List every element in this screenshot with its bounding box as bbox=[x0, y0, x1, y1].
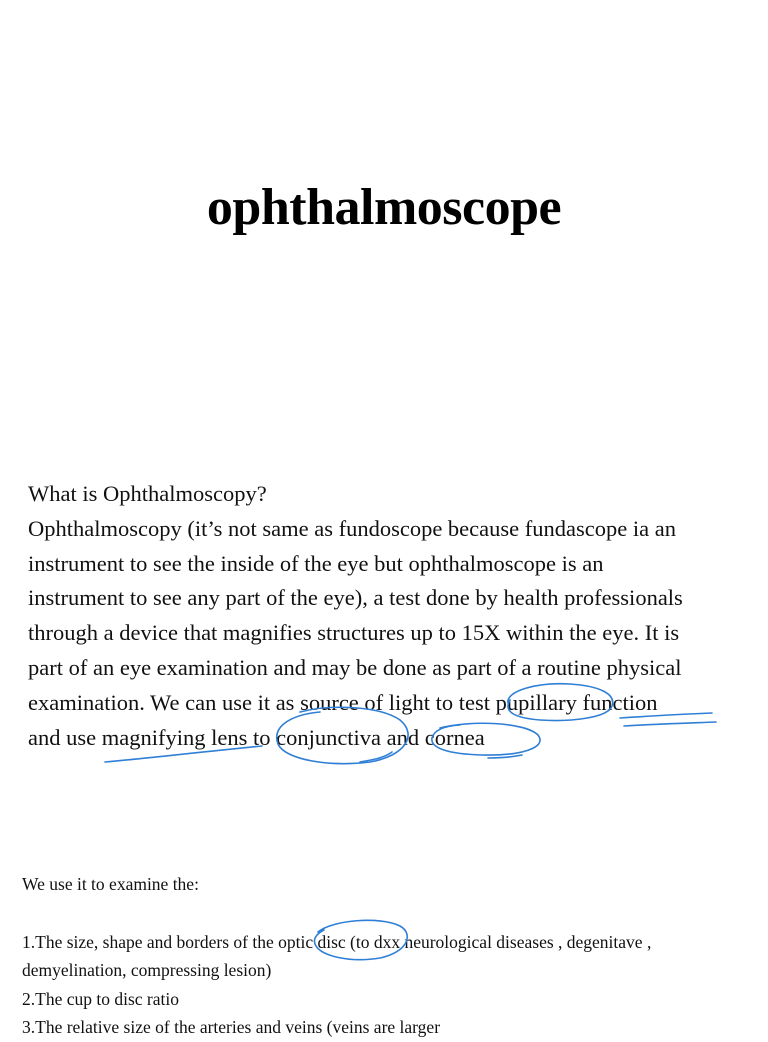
circle-cornea-tail-annotation bbox=[488, 755, 522, 758]
list-item: 2.The cup to disc ratio bbox=[22, 988, 179, 1009]
intro-line: part of an eye examination and may be done as part of a routine physical bbox=[28, 654, 682, 680]
list-item: 3.The relative size of the arteries and veins (veins are larger bbox=[22, 1017, 441, 1037]
examine-section bbox=[22, 870, 762, 1042]
list-item: 1.The size, shape and borders of the optic disc (to dxx neurological diseases , degenitave , bbox=[22, 931, 652, 952]
examine-heading: We use it to examine the: bbox=[22, 874, 199, 894]
intro-question: What is Ophthalmoscopy? bbox=[28, 481, 267, 506]
intro-line: Ophthalmoscopy (it’s not same as fundoscope because fundascope ia an bbox=[28, 515, 676, 541]
intro-line: through a device that magnifies structures up to 15X within the eye. It is bbox=[28, 620, 680, 646]
intro-line: instrument to see any part of the eye), a test done by health professionals bbox=[28, 585, 683, 611]
intro-line: examination. We can use it as source of light to test pupillary function bbox=[28, 689, 658, 715]
intro-line: instrument to see the inside of the eye but ophthalmoscope is an bbox=[28, 550, 604, 576]
section-spacer bbox=[22, 899, 762, 928]
document-title: ophthalmoscope bbox=[206, 179, 562, 236]
intro-line: and use magnifying lens to conjunctiva and cornea bbox=[28, 724, 485, 750]
intro-paragraph bbox=[28, 477, 756, 755]
list-item: demyelination, compressing lesion) bbox=[22, 960, 272, 980]
